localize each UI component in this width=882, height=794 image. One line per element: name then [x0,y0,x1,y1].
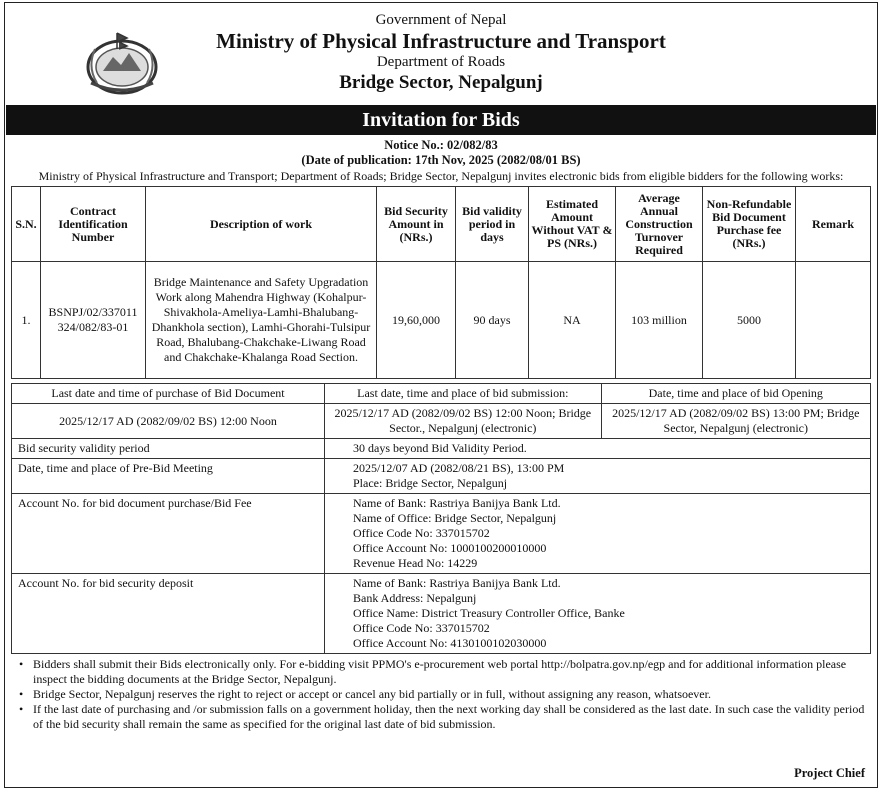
info-line: Name of Office: Bridge Sector, Nepalgunj [353,511,557,525]
cell-contract-id: BSNPJ/02/337011 324/082/83-01 [41,262,146,379]
col-header-remark: Remark [796,187,871,262]
info-row [12,494,871,574]
sector-name: Bridge Sector, Nepalgunj [339,72,543,93]
list-item: • Bidders shall submit their Bids electronically only. For e-bidding visit PPMO's e-procurement web portal http://bolpatra.gov.np/egp and for additional information please inspect the bidding documents at the Bridge Sector, Nepalgunj. [19,657,869,687]
col-header-contract-id: Contract Identification Number [41,187,146,262]
info-line: Name of Bank: Rastriya Banijya Bank Ltd. [353,576,561,590]
prebid-meeting-label: Date, time and place of Pre-Bid Meeting [12,459,325,494]
notice-header [5,3,877,105]
works-table [11,186,871,379]
cell-bid-security: 19,60,000 [377,262,456,379]
schedule-value-row [12,404,871,439]
col-header-turnover: Average Annual Construction Turnover Required [616,187,703,262]
works-table-header [12,187,871,262]
validity-period-value [325,439,871,459]
col-header-fee: Non-Refundable Bid Document Purchase fee (NRs.) [703,187,796,262]
table-row [12,262,871,379]
info-line: Office Code No: 337015702 [353,621,490,635]
opening-date-value: 2025/12/17 AD (2082/09/02 BS) 13:00 PM; Bridge Sector, Nepalgunj (electronic) [601,404,870,439]
signature-title: Project Chief [794,766,865,780]
info-line: Office Account No: 1000100200010000 [353,541,547,555]
security-account-value [325,574,871,654]
cell-sn: 1. [12,262,41,379]
col-header-bid-security: Bid Security Amount in (NRs.) [377,187,456,262]
schedule-header-row [12,384,871,404]
publication-date: (Date of publication: 17th Nov, 2025 (2082/08/01 BS) [301,153,581,167]
department-name: Department of Roads [376,54,506,70]
cell-estimated: NA [529,262,616,379]
cell-fee: 5000 [703,262,796,379]
submission-deadline-value: 2025/12/17 AD (2082/09/02 BS) 12:00 Noon; Bridge Sector., Nepalgunj (electronic) [325,404,602,439]
validity-period-label: Bid security validity period [12,439,325,459]
info-line: Office Name: District Treasury Controller Office, Banke [353,606,625,620]
cell-description: Bridge Maintenance and Safety Upgradation Work along Mahendra Highway (Kohalpur-Shivakhola-Ameliya-Lamhi-Bhalubang-Dhankhola section), Lamhi-Ghorahi-Tulsipur Road, Bhalubang-Chakchake-Liwang Road and Chakchake-Khalanga Road Section. [146,262,377,379]
government-name: Government of Nepal [375,12,507,28]
info-line: Office Code No: 337015702 [353,526,490,540]
notes-list [5,654,877,732]
list-item: • Bridge Sector, Nepalgunj reserves the right to reject or accept or cancel any bid partially or in full, without assigning any reason, whatsoever. [19,687,869,702]
info-row [12,574,871,654]
info-line: Revenue Head No: 14229 [353,556,478,570]
submission-deadline-label: Last date, time and place of bid submission: [325,384,602,404]
info-line: Bank Address: Nepalgunj [353,591,477,605]
opening-date-label: Date, time and place of bid Opening [601,384,870,404]
purchase-deadline-label: Last date and time of purchase of Bid Document [12,384,325,404]
cell-validity: 90 days [456,262,529,379]
ministry-name: Ministry of Physical Infrastructure and Transport [216,29,666,53]
cell-turnover: 103 million [616,262,703,379]
info-row [12,439,871,459]
nepal-emblem-icon [77,27,167,99]
cell-remark [796,262,871,379]
info-line: 2025/12/07 AD (2082/08/21 BS), 13:00 PM [353,461,565,475]
fee-account-value [325,494,871,574]
info-row [12,459,871,494]
info-line: Place: Bridge Sector, Nepalgunj [353,476,508,490]
info-line: Name of Bank: Rastriya Banijya Bank Ltd. [353,496,561,510]
info-line: Office Account No: 4130100102030000 [353,636,547,650]
schedule-table [11,383,871,654]
bid-notice [4,2,878,788]
col-header-estimated: Estimated Amount Without VAT & PS (NRs.) [529,187,616,262]
notice-number: Notice No.: 02/082/83 [384,138,498,152]
col-header-validity: Bid validity period in days [456,187,529,262]
prebid-meeting-value [325,459,871,494]
col-header-sn: S.N. [12,187,41,262]
notice-title-banner: Invitation for Bids [6,105,876,135]
list-item: • If the last date of purchasing and /or submission falls on a government holiday, then the next working day shall be considered as the last date. In such case the validity period of the bid security shall remain the same as specified for the original last date of bid submission. [19,702,869,732]
fee-account-label: Account No. for bid document purchase/Bid Fee [12,494,325,574]
intro-text: Ministry of Physical Infrastructure and Transport; Department of Roads; Bridge Sector, Nepalgunj invites electronic bids from eligible bidders for the following works: [38,169,844,183]
security-account-label: Account No. for bid security deposit [12,574,325,654]
info-line: 30 days beyond Bid Validity Period. [353,441,527,455]
purchase-deadline-value: 2025/12/17 AD (2082/09/02 BS) 12:00 Noon [12,404,325,439]
col-header-description: Description of work [146,187,377,262]
